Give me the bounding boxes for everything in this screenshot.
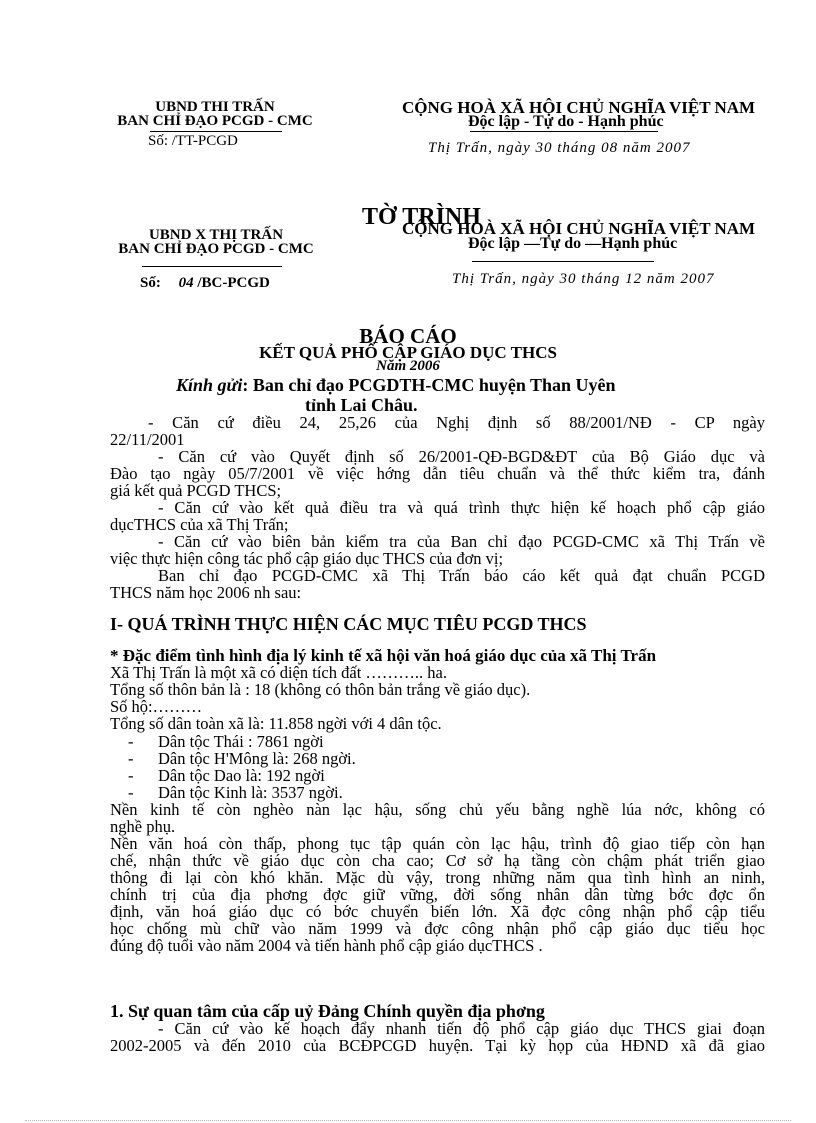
header1-left-line1: UBND THI TRẤN — [155, 99, 275, 115]
ethnic-item: - Dân tộc Kinh là: 3537 ngời. — [128, 783, 343, 802]
section1-heading: I- QUÁ TRÌNH THỰC HIỆN CÁC MỤC TIÊU PCGD THCS — [110, 614, 587, 634]
ethnic-item: - Dân tộc H'Mông là: 268 ngời. — [128, 749, 356, 768]
header2-number-suffix: /BC-PCGD — [193, 275, 270, 291]
section1-line-2: Tổng số thôn bản là : 18 (không có thôn bản trắng về giáo dục). — [110, 680, 531, 699]
ethnic-item-label: Dân tộc Thái : 7861 ngời — [158, 732, 324, 751]
report-title: BÁO CÁO — [359, 324, 457, 348]
ethnic-item-label: Dân tộc Dao là: 192 ngời — [158, 766, 325, 785]
basis-line-8: - Căn cứ vào biên bản kiểm tra của Ban chỉ đạo PCGD-CMC xã Thị Trấn về — [158, 532, 765, 551]
report-year: Năm 2006 — [376, 358, 440, 374]
header2-country-name: CỘNG HOÀ XÃ HỘI CHỦ NGHĨA VIỆT NAM — [402, 219, 756, 238]
para2-line-5: định, văn hoá giáo dục có bớc chuyển biến lớn. Xã đợc công nhận phổ cập tiểu — [110, 902, 765, 921]
basis-line-6: - Căn cứ vào kết quả điều tra và quá trình thực hiện kế hoạch phổ cập giáo — [158, 498, 765, 517]
para1-line-2: nghề phụ. — [110, 817, 176, 836]
para2-line-3: thông đi lại còn khó khăn. Mặc dù vậy, trong những năm qua tình hình an ninh, — [110, 868, 765, 887]
subsection1-heading: 1. Sự quan tâm của cấp uỷ Đảng Chính quyền địa phơng — [110, 1001, 545, 1021]
report-recipient — [176, 376, 616, 394]
basis-line-1: - Căn cứ điều 24, 25,26 của Nghị định số 88/2001/NĐ - CP ngày — [148, 413, 765, 432]
header2-number-value: 04 — [178, 275, 194, 291]
subsection1-line-2: 2002-2005 và đến 2010 của BCĐPCGD huyện. Tại kỳ họp của HĐND xã đã giao — [110, 1036, 765, 1055]
header1-date: Thị Trấn, ngày 30 tháng 08 năm 2007 — [428, 140, 691, 156]
doc-title-overlay: TỜ TRÌNH — [362, 204, 481, 230]
section1-line-4: Tổng số dân toàn xã là: 11.858 ngời với 4 dân tộc. — [110, 714, 442, 733]
header2-left-line2: BAN CHỈ ĐẠO PCGD - CMC — [118, 241, 314, 257]
para2-line-6: học chống mù chữ vào năm 1999 và đợc công nhận phổ cập giáo dục tiểu học — [110, 919, 765, 938]
basis-line-11: THCS năm học 2006 nh sau: — [110, 583, 302, 602]
para2-line-4: chính trị của địa phơng đợc giữ vững, đời sống nhân dân từng bớc đợc ổn — [110, 885, 765, 904]
header2-left-line1: UBND X THỊ TRẤN — [148, 227, 284, 243]
header1-right-underline — [470, 131, 658, 132]
para2-line-1: Nền văn hoá còn thấp, phong tục tập quán còn lạc hậu, trình độ giao tiếp còn hạn — [110, 834, 765, 853]
basis-line-7: dụcTHCS của xã Thị Trấn; — [110, 515, 289, 534]
para2-line-2: chế, nhận thức về giáo dục còn cha cao; Cơ sở hạ tầng còn chậm phát triển giao — [110, 851, 765, 870]
section1-line-1: Xã Thị Trấn là một xã có diện tích đất ……….. ha. — [110, 663, 447, 682]
basis-line-10: Ban chỉ đạo PCGD-CMC xã Thị Trấn báo cáo kết quả đạt chuẩn PCGD — [158, 566, 765, 585]
para1-line-1: Nền kinh tế còn nghèo nàn lạc hậu, sống chủ yếu bằng nghề lúa nớc, không có — [110, 800, 765, 819]
header1-left-line2: BAN CHỈ ĐẠO PCGD - CMC — [117, 113, 313, 129]
ethnic-item: - Dân tộc Thái : 7861 ngời — [128, 732, 324, 751]
basis-line-5: giá kết quả PCGD THCS; — [110, 481, 282, 500]
basis-line-4: Đào tạo ngày 05/7/2001 về việc hớng dẫn tiêu chuẩn và thể thức kiểm tra, đánh — [110, 464, 765, 483]
header1-motto: Độc lập - Tự do - Hạnh phúc — [468, 113, 664, 130]
basis-line-3: - Căn cứ vào Quyết định số 26/2001-QĐ-BGD&ĐT của Bộ Giáo dục và — [158, 447, 765, 466]
ethnic-item-label: Dân tộc Kinh là: 3537 ngời. — [158, 783, 343, 802]
recipient-line2: tỉnh Lai Châu. — [305, 395, 418, 415]
header2-motto: Độc lập —Tự do —Hạnh phúc — [468, 235, 678, 252]
report-subtitle: KẾT QUẢ PHỔ CẬP GIÁO DỤC THCS — [259, 343, 557, 362]
section1-subheading: * Đặc điểm tình hình địa lý kinh tế xã hội văn hoá giáo dục của xã Thị Trấn — [110, 646, 657, 665]
header2-number-prefix: Số: — [140, 275, 165, 291]
basis-line-2: 22/11/2001 — [110, 430, 185, 449]
header2-left-underline — [142, 266, 282, 267]
header2-date: Thị Trấn, ngày 30 tháng 12 năm 2007 — [452, 271, 715, 287]
recipient-line1: : Ban chỉ đạo PCGDTH-CMC huyện Than Uyên — [242, 375, 616, 395]
page-bottom-divider — [25, 1120, 791, 1121]
ethnic-item-label: Dân tộc H'Mông là: 268 ngời. — [158, 749, 356, 768]
header1-country-name: CỘNG HOÀ XÃ HỘI CHỦ NGHĨA VIỆT NAM — [402, 98, 756, 117]
section1-line-3: Số hộ:……… — [110, 697, 203, 716]
subsection1-line-1: - Căn cứ vào kế hoạch đẩy nhanh tiến độ phổ cập giáo dục THCS giai đoạn — [158, 1019, 765, 1038]
recipient-label: Kính gửi — [176, 375, 243, 395]
ethnic-item: - Dân tộc Dao là: 192 ngời — [128, 766, 325, 785]
header2-document-number — [140, 276, 270, 291]
basis-line-9: việc thực hiện công tác phổ cập giáo dục THCS của đơn vị; — [110, 549, 504, 568]
header2-right-underline — [472, 261, 654, 262]
header1-left-underline — [150, 131, 282, 132]
para2-line-7: đúng độ tuổi vào năm 2004 và tiến hành phổ cập giáo dụcTHCS . — [110, 936, 543, 955]
header1-document-number: Số: /TT-PCGD — [148, 133, 238, 149]
